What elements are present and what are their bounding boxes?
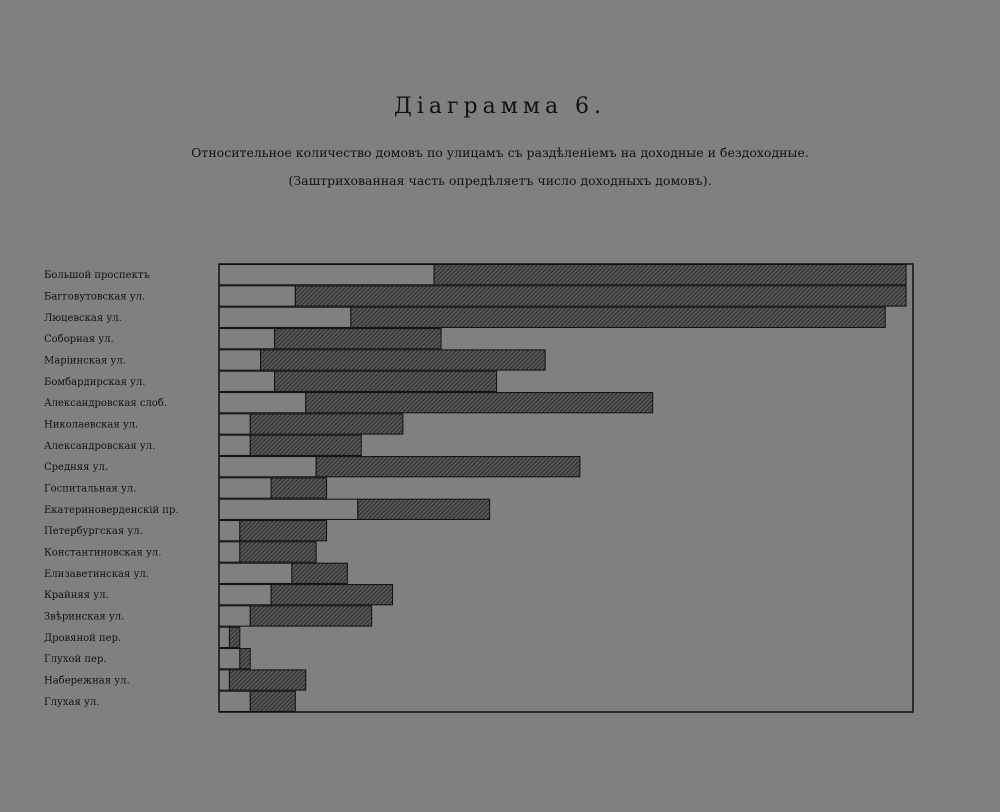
bar-plain-segment xyxy=(219,457,316,477)
bar-plain-segment xyxy=(219,670,229,690)
bar-plain-segment xyxy=(219,329,275,349)
category-labels xyxy=(44,270,179,708)
chart-title: Діаграмма 6. xyxy=(393,94,607,119)
bar-plain-segment xyxy=(219,393,306,413)
bar-hatched-segment xyxy=(275,371,497,391)
bar-plain-segment xyxy=(219,499,358,519)
category-label: Дровяной пер. xyxy=(44,632,122,644)
bar-hatched-segment xyxy=(316,457,580,477)
bar-hatched-segment xyxy=(275,329,442,349)
bar-hatched-segment xyxy=(434,265,906,285)
bar-hatched-segment xyxy=(250,435,361,455)
bar-plain-segment xyxy=(219,585,271,605)
category-label: Елизаветинская ул. xyxy=(44,568,149,580)
category-label: Набережная ул. xyxy=(44,675,130,687)
category-label: Глухая ул. xyxy=(44,696,100,708)
bar-hatched-segment xyxy=(271,585,392,605)
bar-hatched-segment xyxy=(306,393,653,413)
bar-plain-segment xyxy=(219,414,250,434)
bar-hatched-segment xyxy=(295,286,906,306)
bars-group xyxy=(219,265,906,712)
category-label: Екатериноверденскій пр. xyxy=(44,504,179,516)
bar-hatched-segment xyxy=(351,307,885,327)
bar-plain-segment xyxy=(219,478,271,498)
category-label: Маріинская ул. xyxy=(44,355,126,367)
bar-hatched-segment xyxy=(358,499,490,519)
bar-hatched-segment xyxy=(229,627,239,647)
chart-subtitle: Относительное количество домовъ по улицамъ съ раздѣленіемъ на доходные и бездоходные. xyxy=(191,145,809,160)
bar-hatched-segment xyxy=(250,414,403,434)
category-label: Глухой пер. xyxy=(44,654,107,666)
bar-plain-segment xyxy=(219,691,250,711)
bar-hatched-segment xyxy=(240,649,250,669)
category-label: Соборная ул. xyxy=(44,334,114,346)
bar-hatched-segment xyxy=(240,521,327,541)
category-label: Звѣринская ул. xyxy=(44,611,125,623)
category-label: Средняя ул. xyxy=(44,462,109,474)
bar-plain-segment xyxy=(219,435,250,455)
category-label: Петербургская ул. xyxy=(44,526,143,538)
category-label: Госпитальная ул. xyxy=(44,483,137,495)
bar-hatched-segment xyxy=(250,606,371,626)
bar-hatched-segment xyxy=(240,542,316,562)
bar-hatched-segment xyxy=(271,478,327,498)
bar-plain-segment xyxy=(219,265,434,285)
category-label: Николаевская ул. xyxy=(44,419,139,431)
category-label: Большой проспектъ xyxy=(44,270,150,282)
bar-plain-segment xyxy=(219,286,295,306)
bar-plain-segment xyxy=(219,371,275,391)
bar-plain-segment xyxy=(219,627,229,647)
bar-hatched-segment xyxy=(292,563,348,583)
bar-plain-segment xyxy=(219,649,240,669)
category-label: Люцевская ул. xyxy=(44,312,122,324)
category-label: Бомбардирская ул. xyxy=(44,376,146,388)
bar-plain-segment xyxy=(219,606,250,626)
bar-plain-segment xyxy=(219,521,240,541)
bar-hatched-segment xyxy=(250,691,295,711)
category-label: Константиновская ул. xyxy=(44,547,162,559)
category-label: Багговутовская ул. xyxy=(44,291,146,303)
bar-plain-segment xyxy=(219,350,261,370)
category-label: Александровская слоб. xyxy=(44,398,168,410)
bar-hatched-segment xyxy=(229,670,305,690)
category-label: Крайняя ул. xyxy=(44,590,109,602)
bar-plain-segment xyxy=(219,307,351,327)
bar-hatched-segment xyxy=(261,350,546,370)
category-label: Александровская ул. xyxy=(44,440,156,452)
bar-plain-segment xyxy=(219,542,240,562)
chart-note: (Заштрихованная часть опредѣляетъ число доходныхъ домовъ). xyxy=(288,173,712,188)
bar-plain-segment xyxy=(219,563,292,583)
